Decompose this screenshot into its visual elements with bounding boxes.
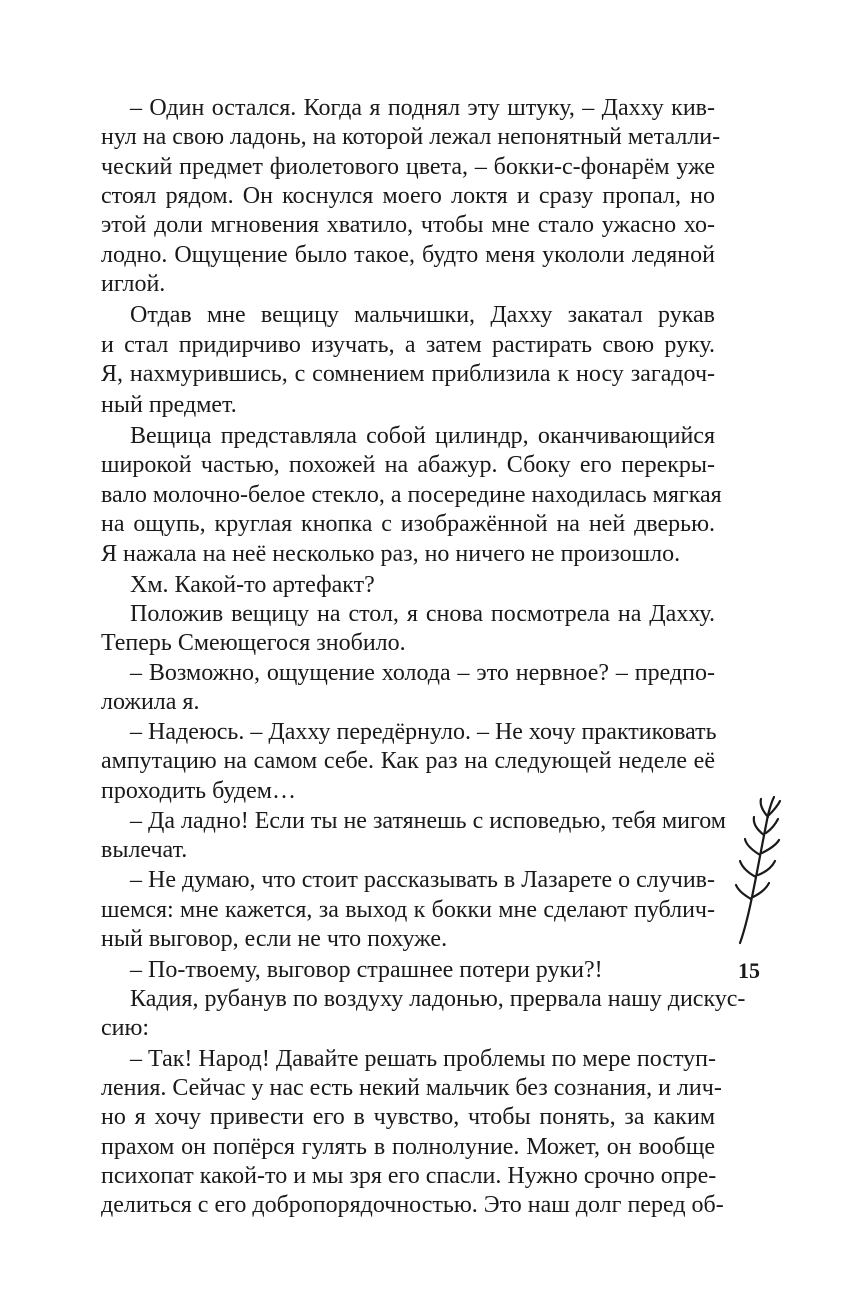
- text-line: Я, нахмурившись, с сомнением приблизила к носу загадоч-: [101, 361, 715, 387]
- page-number: 15: [738, 958, 760, 983]
- text-line: вало молочно-белое стекло, а посередине находилась мягкая: [101, 482, 722, 508]
- text-line: ления. Сейчас у нас есть некий мальчик без сознания, и лич-: [101, 1075, 722, 1101]
- text-line: широкой частью, похожей на абажур. Сбоку его перекры-: [101, 452, 715, 478]
- text-line: этой доли мгновения хватило, чтобы мне стало ужасно хо-: [101, 212, 715, 238]
- text-line: ческий предмет фиолетового цвета, – бокки-с-фонарём уже: [101, 154, 715, 180]
- text-line: проходить будем…: [101, 778, 296, 804]
- text-line: ложила я.: [101, 689, 200, 715]
- text-line: ампутацию на самом себе. Как раз на следующей неделе её: [101, 748, 715, 774]
- text-line: – По-твоему, выговор страшнее потери руки?!: [130, 957, 603, 983]
- text-line: лодно. Ощущение было такое, будто меня укололи ледяной: [101, 242, 715, 268]
- text-line: Я нажала на неё несколько раз, но ничего не произошло.: [101, 541, 681, 567]
- text-line: – Возможно, ощущение холода – это нервное? – предпо-: [130, 660, 715, 686]
- text-line: Вещица представляла собой цилиндр, оканчивающийся: [130, 423, 715, 449]
- text-line: нул на свою ладонь, на которой лежал непонятный металли-: [101, 124, 721, 150]
- text-line: ный предмет.: [101, 392, 237, 418]
- text-line: иглой.: [101, 271, 166, 297]
- text-line: прахом он попёрся гулять в полнолуние. Может, он вообще: [101, 1134, 715, 1160]
- text-line: на ощупь, круглая кнопка с изображённой на ней дверью.: [101, 511, 715, 537]
- text-line: и стал придирчиво изучать, а затем растирать свою руку.: [101, 332, 715, 358]
- text-line: Кадия, рубанув по воздуху ладонью, прервала нашу дискус-: [130, 986, 746, 1012]
- text-line: Теперь Смеющегося знобило.: [101, 630, 406, 656]
- leafy-branch-icon: [728, 795, 786, 945]
- text-line: – Да ладно! Если ты не затянешь с исповедью, тебя мигом: [130, 808, 726, 834]
- text-line: вылечат.: [101, 837, 188, 863]
- text-line: психопат какой-то и мы зря его спасли. Нужно срочно опре-: [101, 1163, 717, 1189]
- text-line: – Так! Народ! Давайте решать проблемы по мере поступ-: [130, 1046, 716, 1072]
- text-line: – Не думаю, что стоит рассказывать в Лазарете о случив-: [130, 867, 715, 893]
- text-line: – Один остался. Когда я поднял эту штуку, – Дахху кив-: [130, 95, 715, 121]
- text-line: сию:: [101, 1015, 150, 1041]
- text-line: шемся: мне кажется, за выход к бокки мне сделают публич-: [101, 897, 715, 923]
- text-line: Отдав мне вещицу мальчишки, Дахху закатал рукав: [130, 302, 715, 328]
- text-line: – Надеюсь. – Дахху передёрнуло. – Не хочу практиковать: [130, 719, 717, 745]
- text-line: Хм. Какой-то артефакт?: [130, 572, 375, 598]
- text-line: Положив вещицу на стол, я снова посмотрела на Дахху.: [130, 601, 715, 627]
- text-line: ный выговор, если не что похуже.: [101, 926, 448, 952]
- text-line: но я хочу привести его в чувство, чтобы понять, за каким: [101, 1104, 715, 1130]
- text-line: стоял рядом. Он коснулся моего локтя и сразу пропал, но: [101, 183, 715, 209]
- text-line: делиться с его добропорядочностью. Это наш долг перед об-: [101, 1192, 724, 1218]
